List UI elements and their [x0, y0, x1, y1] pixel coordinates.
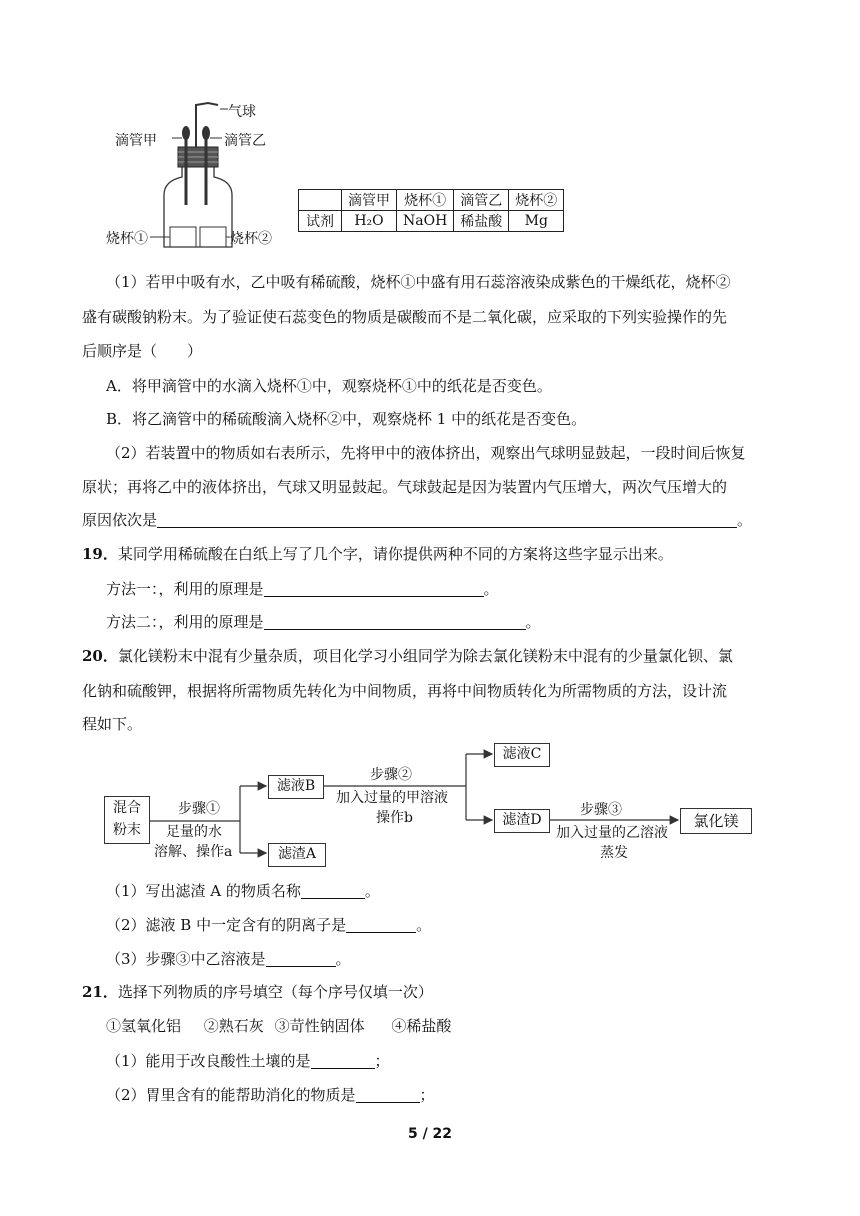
- answer-blank[interactable]: [266, 950, 336, 967]
- q20-stem-line3: 程如下。: [82, 715, 143, 733]
- dropper-a-label: 滴管甲: [115, 133, 157, 149]
- q21-choice: ③苛性钠固体: [274, 1017, 365, 1035]
- dropper-b-label: 滴管乙: [224, 133, 266, 149]
- flow-step3-operation: 蒸发: [600, 845, 628, 861]
- q21-sub2: [106, 1085, 435, 1105]
- q18-p1-line1: （1）若甲中吸有水，乙中吸有稀硫酸，烧杯①中盛有用石蕊溶液染成紫色的干燥纸花，烧杯②: [106, 273, 731, 291]
- table-header-cell: 滴管甲: [342, 190, 397, 211]
- balloon-label: 气球: [228, 104, 256, 120]
- period: 。: [335, 950, 351, 968]
- flow-filtrate-c-box: 滤液C: [494, 743, 550, 767]
- flow-step3-reagent: 加入过量的乙溶液: [556, 825, 668, 841]
- q21-choice: ①氢氧化铝: [106, 1017, 182, 1035]
- period: 。: [483, 580, 499, 598]
- q19-method2-prompt: 方法二：，利用的原理是: [106, 613, 264, 631]
- q19-method1-prompt: 方法一：，利用的原理是: [106, 580, 264, 598]
- table-cell: H₂O: [342, 211, 397, 232]
- semicolon: ；: [374, 1052, 390, 1070]
- answer-blank[interactable]: [346, 916, 416, 933]
- q21-choice: ②熟石灰: [203, 1017, 264, 1035]
- q20-number: 20．: [82, 647, 118, 665]
- period: 。: [416, 916, 432, 934]
- q20-sub2: [106, 915, 431, 935]
- table-cell: Mg: [509, 211, 564, 232]
- q20-stem-line2: 化钠和硫酸钾，根据将所需物质先转化为中间物质，再将中间物质转化为所需物质的方法，设计流: [82, 682, 728, 700]
- table-cell: 试剂: [299, 211, 342, 232]
- q20-sub1: [106, 881, 380, 901]
- period: 。: [364, 882, 380, 900]
- period: 。: [525, 613, 541, 631]
- table-header-cell: 滴管乙: [454, 190, 509, 211]
- q21-sub1-prompt: （1）能用于改良酸性土壤的是: [106, 1052, 311, 1070]
- flow-mixed-powder-box: [104, 796, 150, 844]
- q21-sub2-prompt: （2）胃里含有的能帮助消化的物质是: [106, 1086, 356, 1104]
- q19-stem: 某同学用稀硫酸在白纸上写了几个字，请你提供两种不同的方案将这些字显示出来。: [117, 545, 673, 563]
- q18-p2-prompt: 原因依次是: [82, 511, 158, 529]
- q18-option-b: B．将乙滴管中的稀硫酸滴入烧杯②中，观察烧杯 1 中的纸花是否变色。: [106, 410, 587, 428]
- table-cell: 稀盐酸: [454, 211, 509, 232]
- q20-stem1: 氯化镁粉末中混有少量杂质，项目化学习小组同学为除去氯化镁粉末中混有的少量氯化钡、氯: [117, 647, 733, 665]
- beaker1-label: 烧杯①: [106, 231, 148, 247]
- flow-step1-label: 步骤①: [178, 801, 220, 817]
- answer-blank[interactable]: [311, 1052, 375, 1069]
- q21-choices: [106, 1016, 451, 1036]
- q20-sub2-prompt: （2）滤液 B 中一定含有的阴离子是: [106, 916, 347, 934]
- q18-p1-line3: 后顺序是（ ）: [82, 342, 203, 360]
- flow-residue-a-box: 滤渣A: [268, 843, 326, 867]
- q20-sub3-prompt: （3）步骤③中乙溶液是: [106, 950, 266, 968]
- flow-mixed-line1: 混合: [113, 800, 141, 816]
- q18-p2-line2: 原状；再将乙中的液体挤出，气球又明显鼓起。气球鼓起是因为装置内气压增大，两次气压增大的: [82, 478, 728, 496]
- flow-step2-label: 步骤②: [370, 767, 412, 783]
- beaker2-label: 烧杯②: [230, 231, 272, 247]
- q21-choice: ④稀盐酸: [391, 1017, 452, 1035]
- flow-mixed-line2: 粉末: [113, 822, 141, 838]
- q18-p1-line2: 盛有碳酸钠粉末。为了验证使石蕊变色的物质是碳酸而不是二氧化碳，应采取的下列实验操作的先: [82, 308, 728, 326]
- answer-blank[interactable]: [356, 1086, 420, 1103]
- flow-step2-reagent: 加入过量的甲溶液: [336, 790, 448, 806]
- period: 。: [737, 511, 753, 529]
- flow-filtrate-b-box: 滤液B: [268, 775, 324, 799]
- flow-step2-operation: 操作b: [376, 810, 413, 826]
- table-header-cell: 烧杯②: [509, 190, 564, 211]
- q21-sub1: [106, 1051, 390, 1071]
- flow-step3-label: 步骤③: [580, 802, 622, 818]
- page-number: 5 / 22: [407, 1126, 453, 1142]
- q19-number: 19．: [82, 545, 118, 563]
- q20-sub1-prompt: （1）写出滤渣 A 的物质名称: [106, 882, 301, 900]
- q20-sub3: [106, 949, 351, 969]
- semicolon: ；: [419, 1086, 435, 1104]
- q21-stem-line: [82, 982, 433, 1002]
- q18-option-a: A．将甲滴管中的水滴入烧杯①中，观察烧杯①中的纸花是否变色。: [106, 377, 552, 395]
- table-cell: NaOH: [397, 211, 454, 232]
- flow-product-box: 氯化镁: [680, 808, 752, 834]
- flow-step1-reagent: 足量的水: [166, 824, 222, 840]
- table-header-cell: 烧杯①: [397, 190, 454, 211]
- flow-step1-operation: 溶解、操作a: [154, 844, 233, 860]
- q18-p2-line1: （2）若装置中的物质如右表所示，先将甲中的液体挤出，观察出气球明显鼓起，一段时间后恢复: [106, 444, 746, 462]
- q21-number: 21．: [82, 983, 118, 1001]
- answer-blank[interactable]: [301, 882, 365, 899]
- q21-stem: 选择下列物质的序号填空（每个序号仅填一次）: [117, 983, 433, 1001]
- flow-residue-d-box: 滤渣D: [494, 809, 550, 833]
